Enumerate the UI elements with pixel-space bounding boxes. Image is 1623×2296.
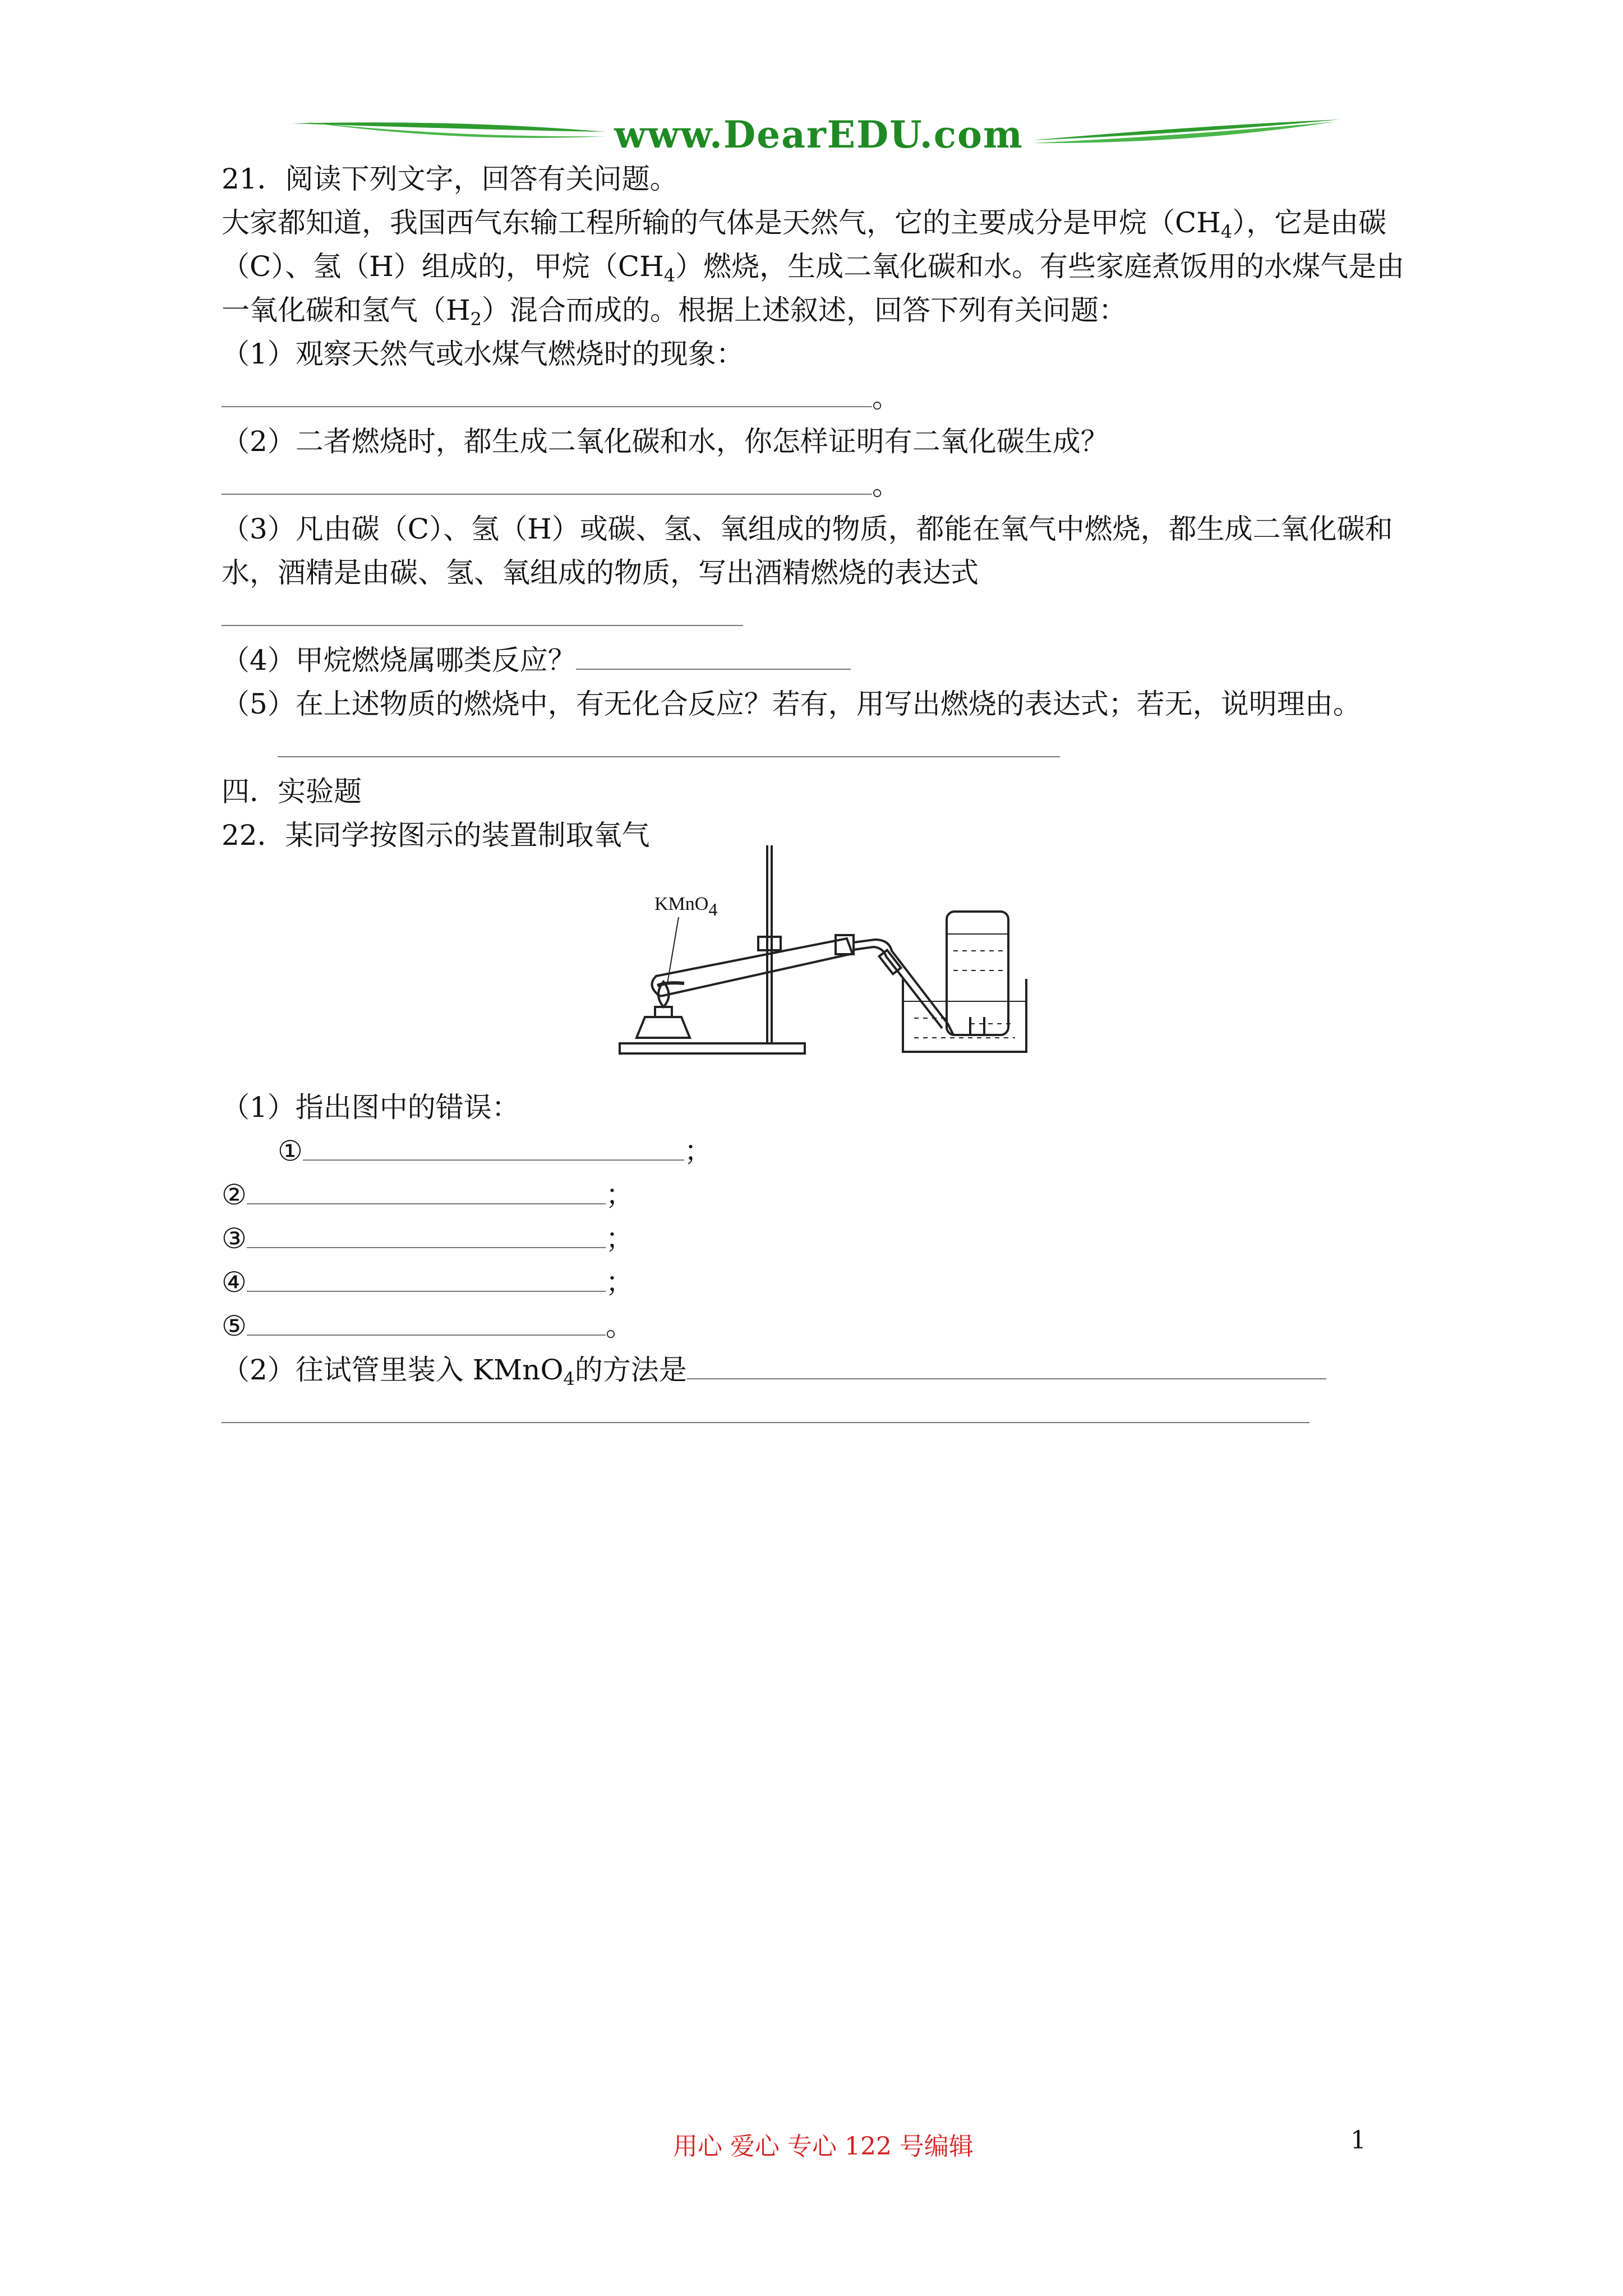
document-body [222,157,1422,857]
answer-blank[interactable] [247,1220,606,1248]
q21-title: 21．阅读下列文字，回答有关问题。 [222,163,678,195]
q21-sub5-question: （5）在上述物质的燃烧中，有无化合反应？若有，用写出燃烧的表达式；若无，说明理由。 [222,688,1361,720]
header-banner [292,109,1340,163]
q21-sub5-answer-line [222,726,1422,770]
section-4-title: 四．实验题 [222,775,362,808]
q22-body [222,1085,1422,1435]
answer-blank[interactable] [303,1133,684,1161]
q21-sub4-question: （4）甲烷燃烧属哪类反应？ [222,638,1422,682]
answer-blank[interactable] [222,1395,1310,1423]
q21-paragraph-line-1: 大家都知道，我国西气东输工程所输的气体是天然气，它的主要成分是甲烷$(CH_4)$，它是由碳 [222,206,1387,242]
q22-sub1-question: （1）指出图中的错误： [222,1091,520,1124]
q22-error-5: ⑤ 。 [222,1304,1422,1348]
oxygen-apparatus-figure [611,839,1038,1063]
answer-blank[interactable] [247,1264,606,1292]
footer-editor-note: 用心 爱心 专心 122 号编辑 [673,2132,974,2161]
q22-error-1: ① ； [222,1129,1422,1173]
answer-blank[interactable] [222,379,872,407]
q21-sub1-question: （1）观察天然气或水煤气燃烧时的现象： [222,338,744,370]
q22-sub2-answer-line [222,1392,1422,1435]
q22-error-4: ④ ； [222,1260,1422,1304]
q21-sub2-question: （2）二者燃烧时，都生成二氧化碳和水，你怎样证明有二氧化碳生成？ [222,425,1109,458]
q22-error-3: ③ ； [222,1217,1422,1260]
answer-blank[interactable] [278,729,1060,757]
q21-paragraph-line-2: （C）、氢（H）组成的，甲烷$(CH_4)$燃烧，生成二氧化碳和水。有些家庭煮饭用的水煤气是由 [222,250,1405,286]
answer-blank[interactable] [222,467,872,495]
answer-blank[interactable] [247,1176,606,1204]
answer-blank[interactable] [687,1351,1326,1379]
site-logo-text: www.DearEDU.com [614,113,1023,157]
q21-sub3-answer-line [222,595,1422,638]
q21-sub3-question-line-1: （3）凡由碳（C）、氢（H）或碳、氢、氧组成的物质，都能在氧气中燃烧，都生成二氧化碳和 [222,513,1393,545]
answer-blank[interactable] [222,598,743,626]
kmno4-figure-label: KMnO$_4$ [654,894,718,919]
q22-title: 22．某同学按图示的装置制取氧气 [222,819,650,852]
q21-sub3-question-line-2: 水，酒精是由碳、氢、氧组成的物质，写出酒精燃烧的表达式 [222,556,979,589]
page-number: 1 [1350,2126,1366,2155]
q22-error-2: ② ； [222,1173,1422,1217]
answer-blank[interactable] [576,642,851,670]
q21-sub1-answer-line: 。 [222,376,1422,420]
q22-sub2-question: （2）往试管里装入 KMnO$_4$的方法是 [222,1348,1422,1392]
q21-paragraph-line-3: 一氧化碳和氢气$(H_2)$混合而成的。根据上述叙述，回答下列有关问题： [222,294,1127,330]
lab-apparatus-icon [611,839,1038,1063]
page-footer [0,2126,1623,2165]
answer-blank[interactable] [247,1308,606,1336]
q21-sub2-answer-line: 。 [222,463,1422,507]
